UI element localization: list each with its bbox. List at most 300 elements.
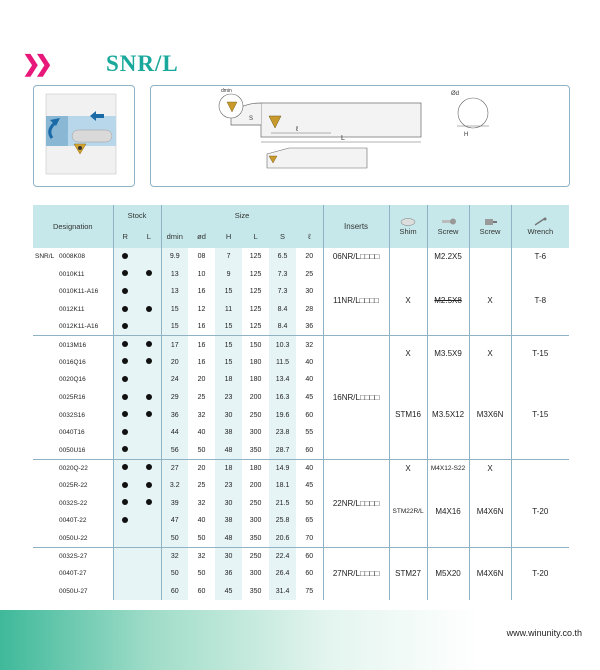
size-s-cell: 23.8 (269, 424, 296, 442)
size-len-cell: 300 (249, 429, 262, 437)
stock-r-cell (113, 389, 137, 407)
dim-dmin-label: dmin (221, 88, 232, 94)
shim-cell: STM16 (389, 371, 427, 459)
designation-prefix-empty (33, 389, 55, 407)
size-l1-cell: 70 (305, 534, 314, 542)
designation-cell: 0032S-22 (59, 499, 88, 507)
size-h-cell: 30 (215, 494, 242, 512)
size-l1-cell: 30 (305, 288, 314, 296)
designation-cell: 0010K11-A16 (59, 288, 99, 296)
size-s-cell: 13.4 (269, 371, 296, 389)
stock-r-cell (113, 266, 137, 284)
shim-cell: X (389, 459, 427, 477)
stock-r-dot (122, 376, 128, 382)
size-dmin-cell: 60 (161, 582, 188, 600)
size-od-cell: 25 (197, 394, 206, 402)
insert-cell: 11NR/L□□□□ (323, 266, 389, 336)
size-s-cell: 20.6 (269, 530, 296, 548)
size-dmin-cell: 20 (161, 354, 188, 372)
stock-r-dot (122, 429, 128, 435)
header-designation: Designation (33, 205, 113, 248)
wrench-icon (532, 217, 548, 227)
designation-prefix-empty (33, 336, 55, 354)
designation-prefix-empty (33, 283, 55, 301)
designation-cell: 0050U-22 (59, 534, 88, 542)
designation-prefix-empty (33, 530, 55, 548)
size-od-cell: 20 (197, 376, 206, 384)
designation-prefix-empty (33, 477, 55, 495)
size-s-cell: 18.1 (269, 477, 296, 495)
stock-r-dot (122, 517, 128, 523)
size-len-cell: 125 (249, 288, 262, 296)
stock-l-dot (146, 499, 152, 505)
screw-cell: M4X12-S22 (427, 459, 469, 477)
header-dmin: dmin (161, 225, 188, 248)
screw-icon (440, 217, 456, 227)
stock-r-cell (113, 582, 137, 600)
designation-cell: 0032S-27 (55, 547, 113, 565)
size-l1-cell: 45 (305, 394, 314, 402)
size-dmin-cell: 29 (161, 389, 188, 407)
designation-cell: 0012K11 (59, 306, 85, 314)
size-h-cell: 48 (215, 530, 242, 548)
stock-l-cell (137, 318, 161, 336)
designation-prefix-empty (33, 512, 55, 530)
designation-cell: 0010K11 (59, 270, 85, 278)
header-screw2-label: Screw (479, 227, 501, 236)
stock-r-cell (113, 547, 137, 565)
designation-cell: 0020Q16 (59, 376, 86, 384)
size-len-cell: 125 (249, 323, 262, 331)
designation-prefix-empty (33, 406, 55, 424)
header-len: L (242, 225, 269, 248)
header-screw2 (469, 205, 511, 248)
size-s-cell: 8.4 (269, 318, 296, 336)
size-s-cell: 8.4 (269, 301, 296, 319)
size-h-cell: 45 (215, 582, 242, 600)
size-l1-cell: 60 (305, 569, 314, 577)
spec-table (33, 205, 569, 600)
header-l1: ℓ (296, 225, 323, 248)
size-h-cell: 23 (215, 389, 242, 407)
screw2-cell: M3X6N (469, 371, 511, 459)
stock-l-cell (137, 547, 161, 565)
size-dmin-cell: 24 (161, 371, 188, 389)
stock-l-cell (137, 266, 161, 284)
size-l1-cell: 36 (305, 323, 314, 331)
designation-cell: 0025R-22 (59, 482, 88, 490)
stock-l-cell (137, 248, 161, 266)
size-len-cell: 180 (249, 376, 262, 384)
shim-cell: X (389, 336, 427, 371)
shim-cell-empty (389, 248, 427, 266)
designation-prefix-empty (33, 424, 55, 442)
header-size: Size (161, 205, 323, 225)
size-od-cell: 60 (197, 587, 206, 595)
boring-operation-icon (34, 86, 134, 186)
size-len-cell: 200 (249, 394, 262, 402)
stock-r-cell (113, 424, 137, 442)
designation-cell: 0040T-22 (59, 517, 87, 525)
size-h-cell: 36 (215, 565, 242, 583)
shim-cell: X (389, 266, 427, 336)
size-s-cell: 25.8 (269, 512, 296, 530)
stock-l-cell (137, 354, 161, 372)
stock-l-dot (146, 358, 152, 364)
size-od-cell: 10 (197, 270, 206, 278)
stock-r-cell (113, 459, 137, 477)
stock-r-dot (122, 464, 128, 470)
designation-cell: 0013M16 (55, 336, 113, 354)
stock-l-cell (137, 424, 161, 442)
header-wrench (511, 205, 569, 248)
stock-r-cell (113, 354, 137, 372)
stock-l-cell (137, 283, 161, 301)
size-h-cell: 38 (215, 424, 242, 442)
size-h-cell: 30 (215, 547, 242, 565)
size-od-cell: 20 (188, 459, 215, 477)
size-od-cell: 32 (188, 547, 215, 565)
designation-prefix-empty (33, 565, 55, 583)
shim-cell: STM27 (389, 547, 427, 600)
stock-r-dot (122, 288, 128, 294)
stock-l-cell (137, 389, 161, 407)
insert-cell: 06NR/L□□□□ (323, 248, 389, 266)
table-row (33, 336, 569, 354)
wrench-cell: T-8 (511, 266, 569, 336)
size-h-cell: 11 (215, 301, 242, 319)
size-od-cell: 16 (197, 288, 206, 296)
size-l1-cell: 75 (305, 587, 314, 595)
stock-r-cell (113, 442, 137, 460)
header-screw1-label: Screw (437, 227, 459, 236)
shim-icon (400, 217, 416, 227)
stock-l-cell (137, 442, 161, 460)
dim-s-label: S (249, 116, 254, 122)
size-dmin-cell: 9.9 (161, 248, 188, 266)
size-s-cell: 10.3 (269, 336, 296, 354)
stock-r-cell (113, 301, 137, 319)
size-od-cell: 32 (197, 411, 206, 419)
insert-cell: 27NR/L□□□□ (323, 547, 389, 600)
designation-prefix-empty (33, 354, 55, 372)
screw2-cell: M4X6N (469, 547, 511, 600)
designation-prefix: SNR/L (35, 253, 55, 261)
size-h-cell: 9 (215, 266, 242, 284)
screw2-cell-empty (469, 248, 511, 266)
stock-r-dot (122, 446, 128, 452)
stock-r-cell (113, 512, 137, 530)
dim-l-label: L (341, 135, 345, 142)
size-s-cell: 31.4 (269, 582, 296, 600)
boring-illustration (33, 85, 135, 187)
table-row (33, 371, 569, 389)
size-od-cell: 50 (197, 446, 206, 454)
designation-prefix-empty (33, 459, 55, 477)
size-l1-cell: 65 (305, 517, 314, 525)
stock-l-cell (137, 477, 161, 495)
designation-prefix-empty (33, 582, 55, 600)
stock-l-cell (137, 512, 161, 530)
screw-cell: M4X16 (427, 477, 469, 547)
stock-l-dot (146, 464, 152, 470)
designation-prefix-empty (33, 371, 55, 389)
size-h-cell: 7 (215, 248, 242, 266)
size-dmin-cell: 13 (161, 283, 188, 301)
stock-r-cell (113, 318, 137, 336)
screw2-cell: X (469, 266, 511, 336)
size-od-cell: 12 (197, 306, 206, 314)
size-h-cell: 15 (215, 283, 242, 301)
stock-l-dot (146, 341, 152, 347)
size-len-cell: 125 (249, 253, 262, 261)
size-l1-cell: 32 (296, 336, 323, 354)
designation-prefix-empty (33, 494, 55, 512)
size-l1-cell: 60 (305, 446, 314, 454)
designation-cell: 0040T16 (59, 429, 85, 437)
size-s-cell: 6.5 (269, 248, 296, 266)
size-s-cell: 7.3 (269, 283, 296, 301)
shim-cell: STM22R/L (389, 477, 427, 547)
size-len-cell: 125 (249, 270, 262, 278)
size-len-cell: 200 (249, 482, 262, 490)
designation-cell: 0016Q16 (59, 358, 86, 366)
size-s-cell: 28.7 (269, 442, 296, 460)
stock-r-dot (122, 270, 128, 276)
size-len-cell: 300 (249, 517, 262, 525)
stock-l-cell (137, 406, 161, 424)
size-dmin-cell: 17 (161, 336, 188, 354)
stock-r-dot (122, 306, 128, 312)
stock-r-cell (113, 530, 137, 548)
size-dmin-cell: 50 (161, 530, 188, 548)
header-wrench-label: Wrench (527, 227, 554, 236)
stock-r-cell (113, 565, 137, 583)
screw2-cell: X (469, 459, 511, 477)
size-len-cell: 350 (249, 534, 262, 542)
stock-r-cell (113, 477, 137, 495)
stock-l-cell (137, 582, 161, 600)
title-row (22, 50, 179, 78)
wrench-cell: T-20 (511, 547, 569, 600)
size-l1-cell: 40 (305, 376, 314, 384)
dim-od-label: Ød (451, 91, 460, 97)
size-len-cell: 150 (242, 336, 269, 354)
stock-r-dot (122, 323, 128, 329)
stock-l-cell (137, 371, 161, 389)
designation-cell: 0040T-27 (59, 569, 87, 577)
header-stock: Stock (113, 205, 161, 225)
header-screw1 (427, 205, 469, 248)
size-h-cell: 23 (215, 477, 242, 495)
stock-r-cell (113, 371, 137, 389)
stock-l-cell (137, 336, 161, 354)
dimension-drawing (150, 85, 570, 187)
wrench-cell: T-20 (511, 477, 569, 547)
screw2-cell: X (469, 336, 511, 371)
size-s-cell: 22.4 (269, 547, 296, 565)
size-od-cell: 40 (197, 429, 206, 437)
wrench-cell-empty (511, 459, 569, 477)
size-dmin-cell: 44 (161, 424, 188, 442)
stock-r-dot (122, 411, 128, 417)
size-od-cell: 16 (197, 323, 206, 331)
screw-cell: M2.2X5 (427, 248, 469, 266)
stock-r-dot (122, 482, 128, 488)
designation-cell: 0020Q-22 (55, 459, 113, 477)
size-s-cell: 14.9 (269, 459, 296, 477)
size-od-cell: 50 (197, 569, 206, 577)
header-s: S (269, 225, 296, 248)
size-s-cell: 11.5 (269, 354, 296, 372)
stock-l-dot (146, 306, 152, 312)
size-l1-cell: 45 (305, 482, 314, 490)
size-len-cell: 250 (249, 411, 262, 419)
screw-cell: M2.5X8 (427, 266, 469, 336)
size-dmin-cell: 27 (161, 459, 188, 477)
size-od-cell: 08 (197, 253, 206, 261)
size-dmin-cell: 56 (161, 442, 188, 460)
size-len-cell: 180 (242, 459, 269, 477)
size-len-cell: 350 (249, 446, 262, 454)
header-r: R (113, 225, 137, 248)
table-row (33, 266, 569, 284)
page-title: SNR/L (106, 51, 179, 76)
stock-l-dot (146, 394, 152, 400)
size-l1-cell: 20 (305, 253, 314, 261)
footer-band (0, 610, 600, 670)
size-l1-cell: 40 (305, 358, 314, 366)
size-len-cell: 350 (249, 587, 262, 595)
double-chevron-icon: ❯❯ (22, 51, 47, 76)
size-od-cell: 25 (197, 482, 206, 490)
designation-cell: 0050U16 (59, 446, 86, 454)
wrench-cell: T-6 (511, 248, 569, 266)
stock-l-cell (137, 459, 161, 477)
designation-cell: 0025R16 (59, 394, 86, 402)
insert-cell: 16NR/L□□□□ (323, 336, 389, 459)
header-l: L (137, 225, 161, 248)
stock-r-dot (122, 341, 128, 347)
screw-cell: M5X20 (427, 547, 469, 600)
table-row (33, 459, 569, 477)
size-dmin-cell: 3.2 (161, 477, 188, 495)
stock-l-cell (137, 565, 161, 583)
stock-r-cell (113, 336, 137, 354)
designation-prefix-empty (33, 442, 55, 460)
header-h: H (215, 225, 242, 248)
size-len-cell: 250 (242, 547, 269, 565)
size-l1-cell: 60 (296, 547, 323, 565)
website-url: www.winunity.co.th (506, 628, 582, 638)
size-od-cell: 16 (188, 336, 215, 354)
size-dmin-cell: 47 (161, 512, 188, 530)
size-l1-cell: 40 (296, 459, 323, 477)
size-dmin-cell: 13 (161, 266, 188, 284)
designation-prefix-empty (33, 301, 55, 319)
size-l1-cell: 60 (305, 411, 314, 419)
stock-r-cell (113, 248, 137, 266)
size-s-cell: 7.3 (269, 266, 296, 284)
size-od-cell: 40 (197, 517, 206, 525)
dim-h-label: H (464, 132, 469, 138)
stock-r-cell (113, 283, 137, 301)
size-h-cell: 15 (215, 354, 242, 372)
table-row (33, 477, 569, 495)
header-inserts: Inserts (323, 205, 389, 248)
clamp-screw-icon (482, 217, 498, 227)
size-od-cell: 50 (197, 534, 206, 542)
stock-r-cell (113, 494, 137, 512)
designation-prefix-empty (33, 318, 55, 336)
size-l1-cell: 55 (305, 429, 314, 437)
stock-r-dot (122, 499, 128, 505)
stock-r-dot (122, 253, 128, 259)
screw2-cell: M4X6N (469, 477, 511, 547)
size-s-cell: 21.5 (269, 494, 296, 512)
size-h-cell: 30 (215, 406, 242, 424)
header-shim (389, 205, 427, 248)
size-len-cell: 300 (249, 569, 262, 577)
size-h-cell: 15 (215, 336, 242, 354)
size-od-cell: 32 (197, 499, 206, 507)
insert-cell: 22NR/L□□□□ (323, 459, 389, 547)
size-dmin-cell: 36 (161, 406, 188, 424)
size-h-cell: 15 (215, 318, 242, 336)
size-s-cell: 26.4 (269, 565, 296, 583)
designation-prefix-empty (33, 547, 55, 565)
size-dmin-cell: 15 (161, 301, 188, 319)
size-h-cell: 38 (215, 512, 242, 530)
size-h-cell: 18 (215, 459, 242, 477)
wrench-cell: T-15 (511, 371, 569, 459)
size-dmin-cell: 39 (161, 494, 188, 512)
size-dmin-cell: 32 (161, 547, 188, 565)
stock-l-dot (146, 411, 152, 417)
designation-cell: 0008K08 (59, 253, 86, 261)
header-shim-label: Shim (399, 227, 417, 236)
stock-l-cell (137, 301, 161, 319)
size-l1-cell: 28 (305, 306, 314, 314)
wrench-cell: T-15 (511, 336, 569, 371)
stock-r-dot (122, 394, 128, 400)
size-len-cell: 125 (249, 306, 262, 314)
stock-r-dot (122, 358, 128, 364)
designation-prefix-empty (33, 266, 55, 284)
size-s-cell: 16.3 (269, 389, 296, 407)
size-len-cell: 180 (249, 358, 262, 366)
stock-l-dot (146, 270, 152, 276)
size-l1-cell: 50 (305, 499, 314, 507)
designation-cell: 0012K11-A16 (59, 323, 99, 331)
size-len-cell: 250 (249, 499, 262, 507)
dim-l1-label: ℓ (296, 126, 299, 133)
tool-dimension-svg (151, 86, 569, 186)
stock-l-cell (137, 494, 161, 512)
size-s-cell: 19.6 (269, 406, 296, 424)
screw-cell: M3.5X12 (427, 371, 469, 459)
designation-cell: 0050U-27 (59, 587, 88, 595)
stock-l-dot (146, 482, 152, 488)
table-row (33, 547, 569, 565)
size-h-cell: 48 (215, 442, 242, 460)
table-row (33, 248, 569, 266)
size-dmin-cell: 15 (161, 318, 188, 336)
size-h-cell: 18 (215, 371, 242, 389)
designation-cell: 0032S16 (59, 411, 86, 419)
size-dmin-cell: 50 (161, 565, 188, 583)
size-od-cell: 16 (197, 358, 206, 366)
